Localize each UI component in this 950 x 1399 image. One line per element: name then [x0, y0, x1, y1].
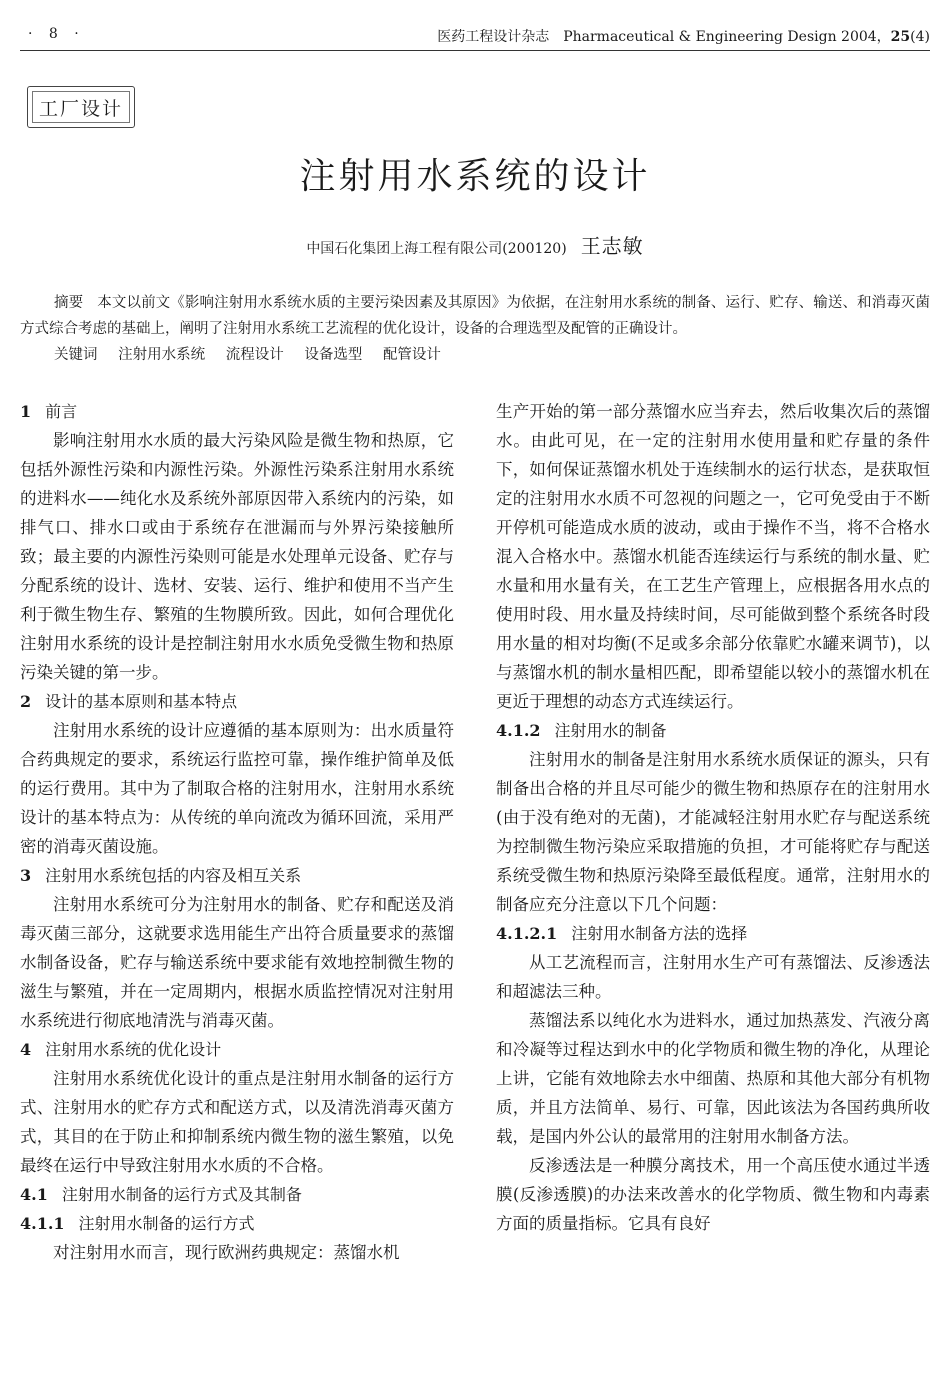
left-column	[20, 397, 454, 1267]
section-number: 3	[20, 866, 32, 885]
journal-name: 医药工程设计杂志 Pharmaceutical & Engineering Design 2004，	[437, 29, 891, 45]
section-number: 4.1.2.1	[496, 924, 558, 943]
section-title: 注射用水系统的优化设计	[45, 1040, 222, 1059]
paragraph: 反渗透法是一种膜分离技术，用一个高压使水通过半透膜(反渗透膜)的办法来改善水的化学物质、微生物和内毒素方面的质量指标。它具有良好	[496, 1156, 930, 1233]
paragraph: 从工艺流程而言，注射用水生产可有蒸馏法、反渗透法和超滤法三种。	[496, 953, 930, 1001]
section-heading	[20, 861, 454, 890]
keyword: 配管设计	[382, 347, 441, 363]
paragraph: 注射用水系统优化设计的重点是注射用水制备的运行方式、注射用水的贮存方式和配送方式，以及清洗消毒灭菌方式，其目的在于防止和抑制系统内微生物的滋生繁殖，以免最终在运行中导致注射用水水质的不合格。	[20, 1069, 454, 1175]
paragraph: 影响注射用水水质的最大污染风险是微生物和热原，它包括外源性污染和内源性污染。外源性污染系注射用水系统的进料水——纯化水及系统外部原因带入系统内的污染，如排气口、排水口或由于系统存在泄漏而与外界污染接触所致；最主要的内源性污染则可能是水处理单元设备、贮存与分配系统的设计、选材、安装、运行、维护和使用不当产生利于微生物生存、繁殖的生物膜所致。因此，如何合理优化注射用水系统的设计是控制注射用水水质免受微生物和热原污染关键的第一步。	[20, 431, 454, 682]
affiliation: 中国石化集团上海工程有限公司(200120)	[306, 241, 567, 257]
page-number: · 8 ·	[28, 26, 85, 42]
section-number: 4.1.1	[20, 1214, 65, 1233]
section-number: 2	[20, 692, 32, 711]
section-heading	[20, 687, 454, 716]
paragraph: 注射用水的制备是注射用水系统水质保证的源头，只有制备出合格的并且尽可能少的微生物和热原存在的注射用水(由于没有绝对的无菌)，才能减轻注射用水贮存与配送系统为控制微生物污染应采取措施的负担，才可能将贮存与配送系统受微生物和热原污染降至最低程度。通常，注射用水的制备应充分注意以下几个问题：	[496, 750, 930, 914]
section-title: 注射用水制备的运行方式及其制备	[61, 1185, 302, 1204]
subsection-heading	[20, 1180, 454, 1209]
section-number: 4.1.2	[496, 721, 541, 740]
section-number: 4.1	[20, 1185, 48, 1204]
paragraph: 注射用水系统可分为注射用水的制备、贮存和配送及消毒灭菌三部分，这就要求选用能生产出符合质量要求的蒸馏水制备设备，贮存与输送系统中要求能有效地控制微生物的滋生与繁殖，并在一定周期内，根据水质监控情况对注射用水系统进行彻底地清洗与消毒灭菌。	[20, 895, 454, 1030]
subsection-heading	[20, 1209, 454, 1238]
right-column	[496, 397, 930, 1238]
section-number: 1	[20, 402, 32, 421]
journal-issue: (4)	[910, 29, 930, 45]
subsection-heading	[496, 716, 930, 745]
section-tag-label: 工厂设计	[32, 91, 130, 123]
section-title: 前言	[45, 402, 78, 421]
paragraph-continued: 生产开始的第一部分蒸馏水应当弃去，然后收集次后的蒸馏水。由此可见，在一定的注射用水使用量和贮存量的条件下，如何保证蒸馏水机处于连续制水的运行状态，是获取恒定的注射用水水质不可忽视的问题之一，它可免受由于不断开停机可能造成水质的波动，或由于操作不当，将不合格水混入合格水中。蒸馏水机能否连续运行与系统的制水量、贮水量和用水量有关，在工艺生产管理上，应根据各用水点的使用时段、用水量及持续时间，尽可能做到整个系统各时段用水量的相对均衡(不足或多余部分依靠贮水罐来调节)，以与蒸馏水机的制水量相匹配，即希望能以较小的蒸馏水机在更近于理想的动态方式连续运行。	[496, 402, 930, 711]
section-title: 设计的基本原则和基本特点	[45, 692, 238, 711]
section-heading	[20, 1035, 454, 1064]
article-title: 注射用水系统的设计	[299, 156, 651, 197]
keywords	[54, 343, 457, 364]
subsection-heading	[496, 919, 930, 948]
section-title: 注射用水的制备	[554, 721, 667, 740]
paragraph: 对注射用水而言，现行欧洲药典规定：蒸馏水机	[53, 1243, 400, 1262]
paragraph: 注射用水系统的设计应遵循的基本原则为：出水质量符合药典规定的要求，系统运行监控可靠，操作维护简单及低的运行费用。其中为了制取合格的注射用水，注射用水系统设计的基本特点为：从传统的单向流改为循环回流，采用严密的消毒灭菌设施。	[20, 721, 454, 856]
abstract	[20, 290, 930, 342]
paragraph: 蒸馏法系以纯化水为进料水，通过加热蒸发、汽液分离和冷凝等过程达到水中的化学物质和微生物的净化，从理论上讲，它能有效地除去水中细菌、热原和其他大部分有机物质，并且方法简单、易行、可靠，因此该法为各国药典所收载，是国内外公认的最常用的注射用水制备方法。	[496, 1011, 930, 1146]
section-number: 4	[20, 1040, 32, 1059]
section-title: 注射用水系统包括的内容及相互关系	[45, 866, 302, 885]
section-title: 注射用水制备方法的选择	[571, 924, 748, 943]
keyword: 流程设计	[225, 347, 284, 363]
author-name: 王志敏	[580, 234, 644, 258]
keyword: 设备选型	[304, 347, 363, 363]
keyword: 注射用水系统	[118, 347, 206, 363]
abstract-text: 本文以前文《影响注射用水系统水质的主要污染因素及其原因》为依据，在注射用水系统的制备、运行、贮存、输送、和消毒灭菌方式综合考虑的基础上，阐明了注射用水系统工艺流程的优化设计，设备的合理选型及配管的正确设计。	[20, 295, 931, 337]
section-tag	[27, 86, 135, 128]
section-heading	[20, 397, 454, 426]
keywords-label: 关键词	[54, 347, 98, 363]
running-header	[20, 20, 930, 51]
journal-citation	[437, 26, 930, 46]
journal-volume: 25	[890, 29, 911, 45]
abstract-label: 摘要	[54, 295, 84, 311]
byline	[0, 230, 950, 259]
section-title: 注射用水制备的运行方式	[78, 1214, 255, 1233]
